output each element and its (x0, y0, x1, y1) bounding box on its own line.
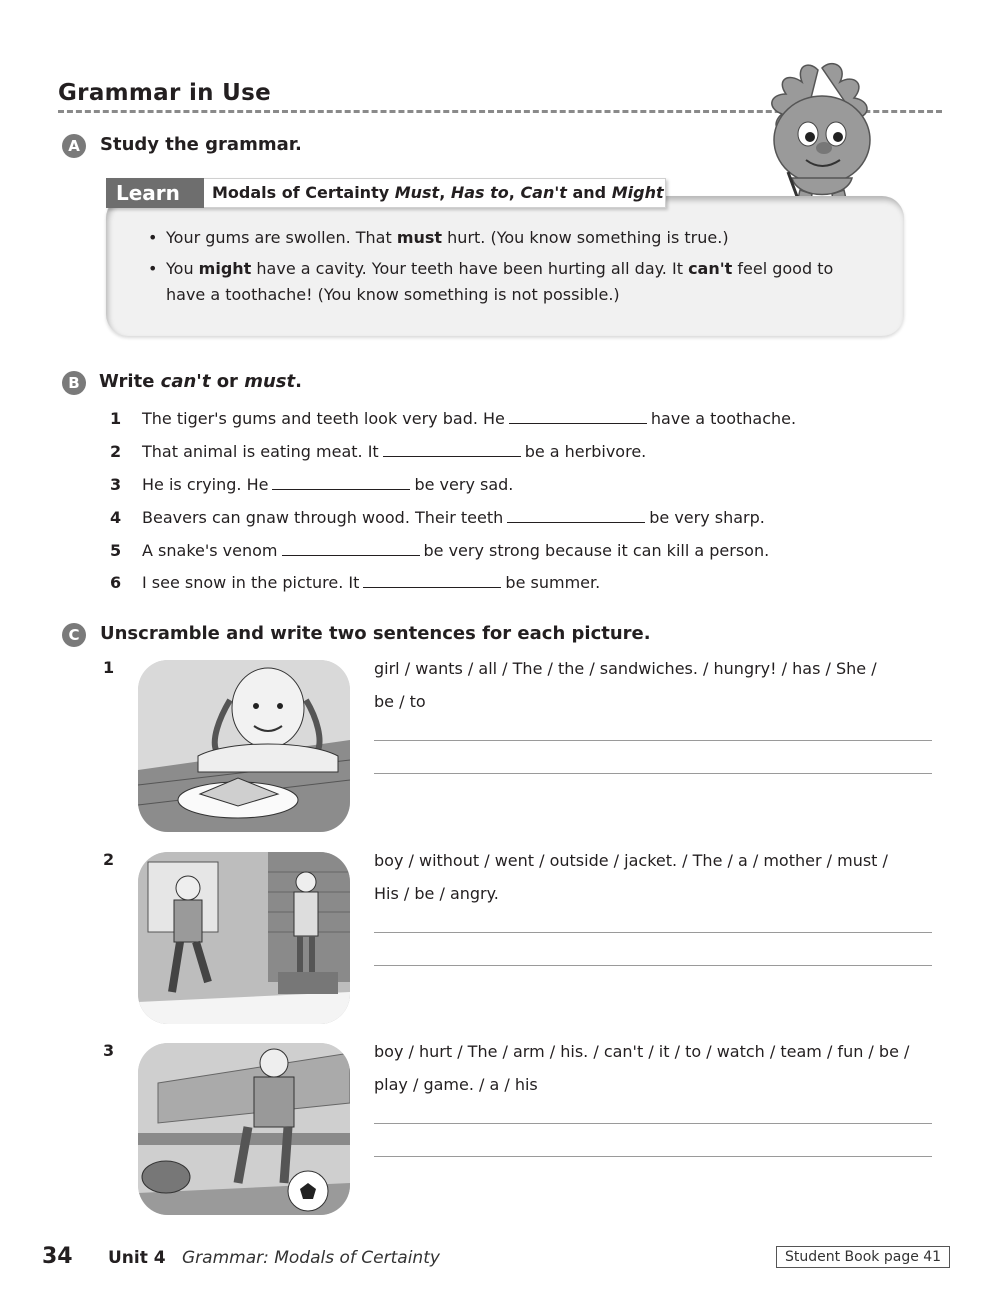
sports-bag (142, 1161, 190, 1193)
example-sentence-2-line2: have a toothache! (You know something is not possible.) (166, 285, 620, 304)
section-a-badge: A (62, 134, 86, 158)
scramble-words-2: boy / without / went / outside / jacket. / The / a / mother / must / His / be / angry. (374, 851, 888, 903)
section-b-badge: B (62, 371, 86, 395)
page-number: 34 (42, 1244, 73, 1269)
exercise-item: 2 That animal is eating meat. It be a herbivore. (110, 442, 647, 461)
exercise-item: 6 I see snow in the picture. It be summer. (110, 573, 601, 592)
scramble-words-3: boy / hurt / The / arm / his. / can't / it / to / watch / team / fun / be / play / game. / a / his (374, 1042, 910, 1094)
student-book-reference: Student Book page 41 (776, 1246, 950, 1268)
answer-blank[interactable] (383, 443, 521, 457)
example-sentence-1: Your gums are swollen. That must hurt. (You know something is true.) (166, 228, 729, 247)
writing-line[interactable] (374, 773, 932, 774)
writing-line[interactable] (374, 965, 932, 966)
picture-boy-outside (138, 852, 350, 1024)
writing-line[interactable] (374, 932, 932, 933)
unit-label: Unit 4 (108, 1248, 166, 1268)
answer-blank[interactable] (363, 574, 501, 588)
picture-number: 3 (103, 1041, 115, 1060)
page-title: Grammar in Use (58, 80, 271, 106)
exercise-item: 4 Beavers can gnaw through wood. Their teeth be very sharp. (110, 508, 765, 527)
exercise-item: 5 A snake's venom be very strong because it can kill a person. (110, 541, 770, 560)
topic-label: Grammar: Modals of Certainty (182, 1248, 440, 1268)
picture-number: 1 (103, 658, 115, 677)
answer-blank[interactable] (272, 476, 410, 490)
scramble-words-1: girl / wants / all / The / the / sandwiches. / hungry! / has / She / be / to (374, 659, 877, 711)
exercise-item: 1 The tiger's gums and teeth look very bad. He have a toothache. (110, 409, 797, 428)
writing-line[interactable] (374, 740, 932, 741)
learn-label: Learn (106, 178, 204, 208)
writing-line[interactable] (374, 1156, 932, 1157)
exercise-item: 3 He is crying. He be very sad. (110, 475, 514, 494)
answer-blank[interactable] (507, 509, 645, 523)
bullet-dot: • (148, 228, 158, 247)
mother-figure (296, 872, 316, 892)
section-c-badge: C (62, 623, 86, 647)
learn-title: Modals of Certainty Must, Has to, Can't and Might (212, 183, 664, 202)
writing-line[interactable] (374, 1123, 932, 1124)
answer-blank[interactable] (509, 410, 647, 424)
answer-blank[interactable] (282, 542, 420, 556)
bullet-dot: • (148, 259, 158, 278)
section-b-heading: Write can't or must. (99, 371, 302, 392)
section-a-heading: Study the grammar. (100, 134, 302, 155)
picture-number: 2 (103, 850, 115, 869)
section-c-heading: Unscramble and write two sentences for each picture. (100, 623, 651, 644)
picture-girl-sandwiches (138, 660, 350, 832)
example-sentence-2: You might have a cavity. Your teeth have been hurting all day. It can't feel good to (166, 259, 834, 278)
picture-boy-hurt-arm (138, 1043, 350, 1215)
